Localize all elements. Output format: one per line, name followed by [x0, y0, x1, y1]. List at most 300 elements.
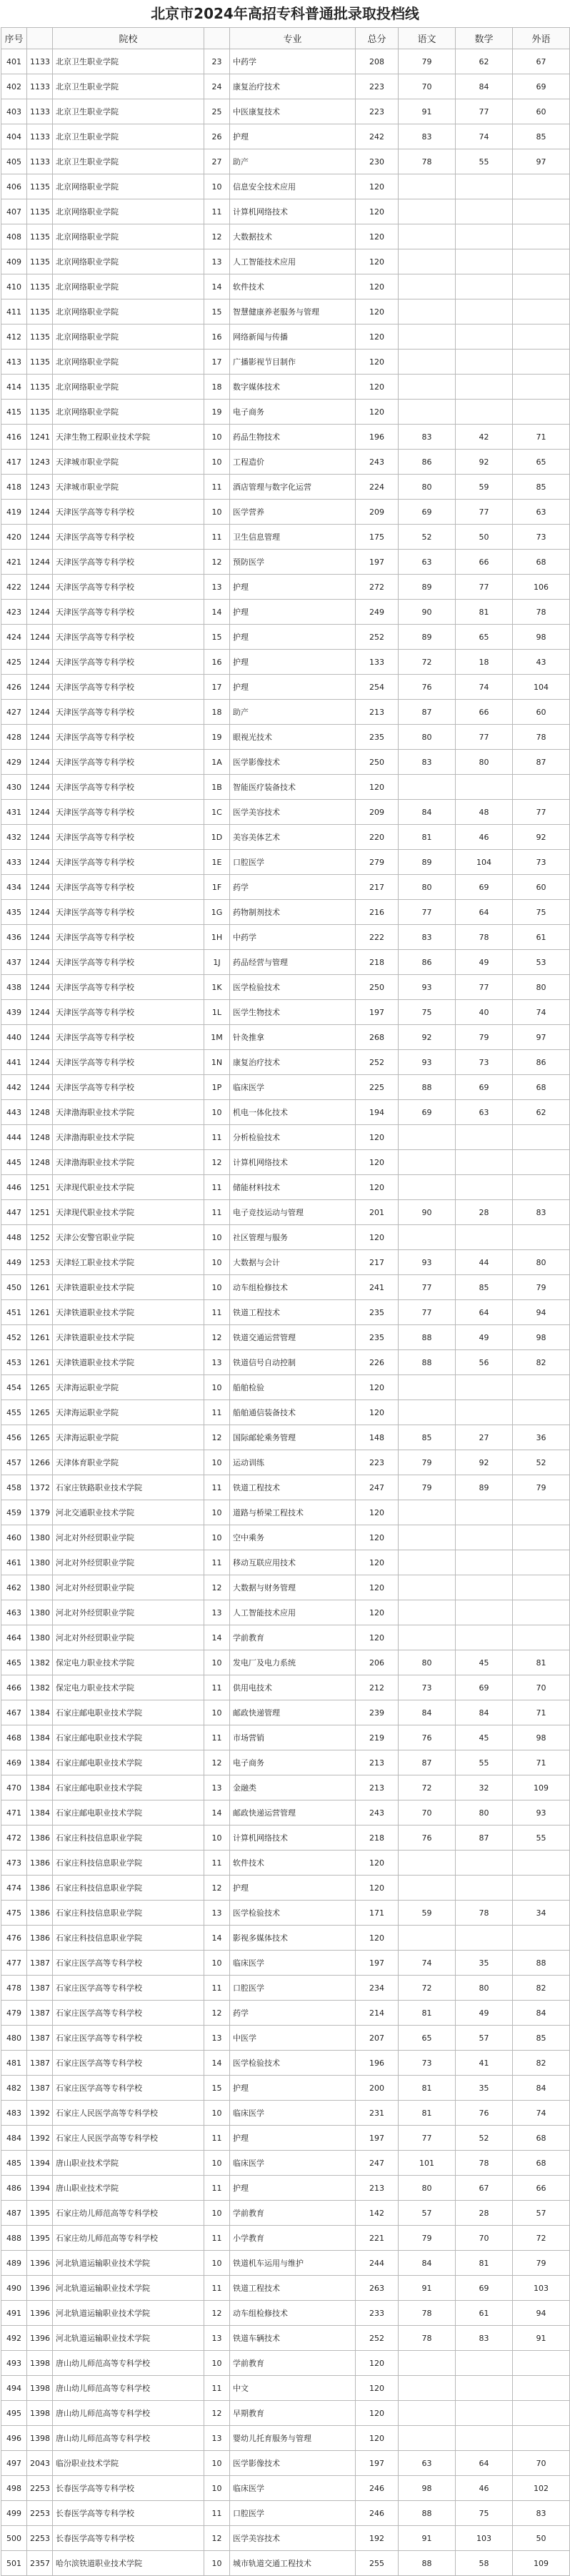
school-name-cell: 北京网络职业学院 [53, 249, 204, 274]
index-cell: 490 [1, 2276, 27, 2301]
school-code-cell: 1244 [27, 650, 53, 675]
english-score-cell: 98 [513, 625, 570, 650]
school-name-cell: 石家庄科技信息职业学院 [53, 1826, 204, 1851]
school-name-cell: 石家庄科技信息职业学院 [53, 1926, 204, 1951]
chinese-score-cell: 52 [399, 525, 456, 550]
major-name-cell: 动车组检修技术 [230, 2301, 356, 2326]
major-name-cell: 社区管理与服务 [230, 1225, 356, 1250]
major-name-cell: 中医康复技术 [230, 99, 356, 124]
table-row [1, 475, 570, 500]
index-cell: 405 [1, 149, 27, 174]
math-score-cell: 84 [456, 1700, 513, 1725]
school-code-cell: 1133 [27, 74, 53, 99]
index-cell: 417 [1, 450, 27, 475]
major-name-cell: 医学检验技术 [230, 975, 356, 1000]
school-name-cell: 长春医学高等专科学校 [53, 2476, 204, 2501]
index-cell: 479 [1, 2001, 27, 2026]
total-score-cell: 209 [356, 800, 399, 825]
index-cell: 407 [1, 199, 27, 224]
total-score-cell: 221 [356, 2226, 399, 2251]
total-score-cell: 120 [356, 249, 399, 274]
school-name-cell: 北京网络职业学院 [53, 199, 204, 224]
english-score-cell: 109 [513, 2551, 570, 2576]
math-score-cell: 67 [456, 2176, 513, 2201]
chinese-score-cell: 98 [399, 2476, 456, 2501]
table-row [1, 224, 570, 249]
table-row [1, 1025, 570, 1050]
chinese-score-cell: 76 [399, 1826, 456, 1851]
table-row [1, 1625, 570, 1650]
school-name-cell: 天津医学高等专科学校 [53, 775, 204, 800]
major-code-cell: 11 [204, 2176, 230, 2201]
major-code-cell: 17 [204, 350, 230, 375]
school-code-cell: 1398 [27, 2376, 53, 2401]
total-score-cell: 213 [356, 1775, 399, 1800]
major-code-cell: 11 [204, 1851, 230, 1876]
chinese-score-cell [399, 1876, 456, 1901]
math-score-cell: 64 [456, 2451, 513, 2476]
major-name-cell: 医学检验技术 [230, 2051, 356, 2076]
english-score-cell: 81 [513, 1650, 570, 1675]
major-name-cell: 发电厂及电力系统 [230, 1650, 356, 1675]
table-row [1, 700, 570, 725]
table-row [1, 2476, 570, 2501]
school-name-cell: 石家庄医学高等专科学校 [53, 1976, 204, 2001]
table-row [1, 1100, 570, 1125]
index-cell: 409 [1, 249, 27, 274]
index-cell: 477 [1, 1951, 27, 1976]
school-name-cell: 天津医学高等专科学校 [53, 650, 204, 675]
table-row [1, 1876, 570, 1901]
index-cell: 480 [1, 2026, 27, 2051]
major-name-cell: 人工智能技术应用 [230, 1600, 356, 1625]
school-code-cell: 1251 [27, 1175, 53, 1200]
page-title: 北京市2024年高招专科普通批录取投档线 [151, 5, 419, 22]
school-name-cell: 河北对外经贸职业学院 [53, 1625, 204, 1650]
major-code-cell: 12 [204, 2526, 230, 2551]
major-name-cell: 医学美容技术 [230, 2526, 356, 2551]
table-row [1, 1750, 570, 1775]
major-name-cell: 中药学 [230, 49, 356, 74]
major-name-cell: 护理 [230, 2126, 356, 2151]
english-score-cell: 97 [513, 1025, 570, 1050]
school-name-cell: 石家庄人民医学高等专科学校 [53, 2126, 204, 2151]
major-name-cell: 铁道信号自动控制 [230, 1350, 356, 1375]
math-score-cell: 35 [456, 1951, 513, 1976]
total-score-cell: 120 [356, 1225, 399, 1250]
major-name-cell: 早期教育 [230, 2401, 356, 2426]
school-name-cell: 天津医学高等专科学校 [53, 575, 204, 600]
total-score-cell: 224 [356, 475, 399, 500]
major-code-cell: 10 [204, 2451, 230, 2476]
index-cell: 444 [1, 1125, 27, 1150]
index-cell: 461 [1, 1550, 27, 1575]
math-score-cell: 85 [456, 1275, 513, 1300]
school-name-cell: 天津医学高等专科学校 [53, 700, 204, 725]
table-row [1, 1275, 570, 1300]
english-score-cell: 71 [513, 425, 570, 450]
table-row [1, 2051, 570, 2076]
english-score-cell: 68 [513, 2126, 570, 2151]
index-cell: 466 [1, 1675, 27, 1700]
english-score-cell [513, 1175, 570, 1200]
chinese-score-cell [399, 199, 456, 224]
english-score-cell: 65 [513, 450, 570, 475]
major-code-cell: 10 [204, 1250, 230, 1275]
math-score-cell: 35 [456, 2076, 513, 2101]
school-name-cell: 哈尔滨铁道职业技术学院 [53, 2551, 204, 2576]
math-score-cell [456, 199, 513, 224]
school-code-cell: 1392 [27, 2101, 53, 2126]
total-score-cell: 194 [356, 1100, 399, 1125]
chinese-score-cell: 69 [399, 1100, 456, 1125]
index-cell: 457 [1, 1450, 27, 1475]
math-score-cell: 46 [456, 825, 513, 850]
major-name-cell: 邮政快递运营管理 [230, 1800, 356, 1826]
major-code-cell: 10 [204, 2476, 230, 2501]
school-code-cell: 1392 [27, 2126, 53, 2151]
table-row [1, 2276, 570, 2301]
major-name-cell: 道路与桥梁工程技术 [230, 1500, 356, 1525]
school-name-cell: 天津医学高等专科学校 [53, 600, 204, 625]
index-cell: 451 [1, 1300, 27, 1325]
math-score-cell [456, 2426, 513, 2451]
school-code-cell: 1395 [27, 2226, 53, 2251]
major-code-cell: 17 [204, 675, 230, 700]
table-row [1, 2151, 570, 2176]
english-score-cell [513, 199, 570, 224]
major-name-cell: 中药学 [230, 925, 356, 950]
total-score-cell: 268 [356, 1025, 399, 1050]
index-cell: 432 [1, 825, 27, 850]
total-score-cell: 192 [356, 2526, 399, 2551]
chinese-score-cell [399, 249, 456, 274]
school-code-cell: 1133 [27, 99, 53, 124]
school-code-cell: 1394 [27, 2176, 53, 2201]
chinese-score-cell [399, 775, 456, 800]
total-score-cell: 216 [356, 900, 399, 925]
school-code-cell: 1387 [27, 2026, 53, 2051]
school-code-cell: 1135 [27, 224, 53, 249]
school-code-cell: 1398 [27, 2426, 53, 2451]
index-cell: 493 [1, 2351, 27, 2376]
math-score-cell: 104 [456, 850, 513, 875]
math-score-cell: 18 [456, 650, 513, 675]
school-code-cell: 1380 [27, 1550, 53, 1575]
table-row [1, 600, 570, 625]
english-score-cell: 79 [513, 1275, 570, 1300]
major-code-cell: 25 [204, 99, 230, 124]
chinese-score-cell: 81 [399, 2101, 456, 2126]
table-row [1, 2226, 570, 2251]
index-cell: 491 [1, 2301, 27, 2326]
major-code-cell: 15 [204, 625, 230, 650]
total-score-cell: 120 [356, 775, 399, 800]
chinese-score-cell: 70 [399, 74, 456, 99]
col-header-total: 总分 [356, 28, 399, 49]
table-row [1, 525, 570, 550]
math-score-cell: 80 [456, 1800, 513, 1826]
total-score-cell: 247 [356, 1475, 399, 1500]
chinese-score-cell: 89 [399, 850, 456, 875]
total-score-cell: 120 [356, 1876, 399, 1901]
english-score-cell: 78 [513, 725, 570, 750]
table-row [1, 1675, 570, 1700]
table-row [1, 2301, 570, 2326]
chinese-score-cell: 84 [399, 800, 456, 825]
table-row [1, 1125, 570, 1150]
school-name-cell: 长春医学高等专科学校 [53, 2526, 204, 2551]
school-name-cell: 北京网络职业学院 [53, 174, 204, 199]
school-name-cell: 天津医学高等专科学校 [53, 525, 204, 550]
index-cell: 423 [1, 600, 27, 625]
school-name-cell: 天津医学高等专科学校 [53, 800, 204, 825]
major-code-cell: 27 [204, 149, 230, 174]
math-score-cell [456, 1175, 513, 1200]
major-name-cell: 中文 [230, 2376, 356, 2401]
chinese-score-cell: 79 [399, 1450, 456, 1475]
chinese-score-cell [399, 1851, 456, 1876]
school-name-cell: 临汾职业技术学院 [53, 2451, 204, 2476]
chinese-score-cell: 90 [399, 1200, 456, 1225]
table-row [1, 249, 570, 274]
table-row [1, 1425, 570, 1450]
chinese-score-cell: 79 [399, 1475, 456, 1500]
english-score-cell [513, 2376, 570, 2401]
col-header-school: 院校 [53, 28, 204, 49]
table-row [1, 1775, 570, 1800]
major-name-cell: 软件技术 [230, 274, 356, 299]
index-cell: 442 [1, 1075, 27, 1100]
major-code-cell: 1J [204, 950, 230, 975]
total-score-cell: 217 [356, 1250, 399, 1275]
school-name-cell: 石家庄医学高等专科学校 [53, 2051, 204, 2076]
total-score-cell: 272 [356, 575, 399, 600]
school-code-cell: 2357 [27, 2551, 53, 2576]
math-score-cell: 76 [456, 2101, 513, 2126]
table-row [1, 199, 570, 224]
index-cell: 406 [1, 174, 27, 199]
math-score-cell: 87 [456, 1826, 513, 1851]
english-score-cell [513, 1625, 570, 1650]
major-code-cell: 11 [204, 2501, 230, 2526]
school-code-cell: 1135 [27, 249, 53, 274]
major-name-cell: 医学影像技术 [230, 750, 356, 775]
major-code-cell: 10 [204, 1100, 230, 1125]
index-cell: 468 [1, 1725, 27, 1750]
english-score-cell: 72 [513, 2226, 570, 2251]
col-header-english: 外语 [513, 28, 570, 49]
english-score-cell: 80 [513, 975, 570, 1000]
major-code-cell: 10 [204, 1375, 230, 1400]
math-score-cell: 48 [456, 800, 513, 825]
school-name-cell: 保定电力职业技术学院 [53, 1675, 204, 1700]
school-code-cell: 1386 [27, 1901, 53, 1926]
math-score-cell: 32 [456, 1775, 513, 1800]
chinese-score-cell [399, 2401, 456, 2426]
total-score-cell: 252 [356, 625, 399, 650]
chinese-score-cell: 83 [399, 750, 456, 775]
total-score-cell: 239 [356, 1700, 399, 1725]
major-name-cell: 铁道交通运营管理 [230, 1325, 356, 1350]
table-row [1, 2426, 570, 2451]
major-name-cell: 护理 [230, 675, 356, 700]
school-name-cell: 天津医学高等专科学校 [53, 825, 204, 850]
major-code-cell: 13 [204, 2326, 230, 2351]
chinese-score-cell: 80 [399, 875, 456, 900]
major-code-cell: 10 [204, 1951, 230, 1976]
major-code-cell: 14 [204, 274, 230, 299]
table-row [1, 850, 570, 875]
major-name-cell: 预防医学 [230, 550, 356, 575]
math-score-cell: 59 [456, 475, 513, 500]
index-cell: 499 [1, 2501, 27, 2526]
table-row [1, 2501, 570, 2526]
table-row [1, 1325, 570, 1350]
index-cell: 469 [1, 1750, 27, 1775]
school-code-cell: 1396 [27, 2276, 53, 2301]
major-name-cell: 医学生物技术 [230, 1000, 356, 1025]
math-score-cell [456, 1600, 513, 1625]
index-cell: 421 [1, 550, 27, 575]
major-code-cell: 12 [204, 1750, 230, 1775]
school-code-cell: 1133 [27, 124, 53, 149]
total-score-cell: 120 [356, 1125, 399, 1150]
english-score-cell: 75 [513, 900, 570, 925]
school-name-cell: 天津医学高等专科学校 [53, 1025, 204, 1050]
chinese-score-cell [399, 1500, 456, 1525]
total-score-cell: 223 [356, 1450, 399, 1475]
total-score-cell: 197 [356, 550, 399, 575]
school-name-cell: 天津渤海职业技术学院 [53, 1150, 204, 1175]
major-code-cell: 10 [204, 2551, 230, 2576]
math-score-cell [456, 1625, 513, 1650]
table-row [1, 2126, 570, 2151]
total-score-cell: 120 [356, 299, 399, 325]
total-score-cell: 120 [356, 2351, 399, 2376]
major-code-cell: 18 [204, 375, 230, 400]
school-code-cell: 1398 [27, 2401, 53, 2426]
math-score-cell: 52 [456, 2126, 513, 2151]
major-name-cell: 铁道车辆技术 [230, 2326, 356, 2351]
major-code-cell: 12 [204, 2401, 230, 2426]
index-cell: 458 [1, 1475, 27, 1500]
school-name-cell: 天津医学高等专科学校 [53, 950, 204, 975]
school-name-cell: 河北轨道运输职业技术学院 [53, 2276, 204, 2301]
major-name-cell: 数字媒体技术 [230, 375, 356, 400]
school-name-cell: 河北轨道运输职业技术学院 [53, 2301, 204, 2326]
english-score-cell: 71 [513, 1750, 570, 1775]
math-score-cell [456, 375, 513, 400]
math-score-cell: 64 [456, 1300, 513, 1325]
chinese-score-cell: 72 [399, 1976, 456, 2001]
major-name-cell: 药学 [230, 2001, 356, 2026]
english-score-cell: 85 [513, 124, 570, 149]
total-score-cell: 247 [356, 2151, 399, 2176]
school-code-cell: 1135 [27, 375, 53, 400]
chinese-score-cell: 101 [399, 2151, 456, 2176]
major-code-cell: 14 [204, 1625, 230, 1650]
chinese-score-cell: 77 [399, 900, 456, 925]
major-code-cell: 1F [204, 875, 230, 900]
major-name-cell: 护理 [230, 2176, 356, 2201]
school-name-cell: 长春医学高等专科学校 [53, 2501, 204, 2526]
chinese-score-cell [399, 1926, 456, 1951]
math-score-cell [456, 1375, 513, 1400]
table-row [1, 2376, 570, 2401]
math-score-cell: 69 [456, 875, 513, 900]
major-name-cell: 智能医疗装备技术 [230, 775, 356, 800]
total-score-cell: 218 [356, 950, 399, 975]
col-header-school-code [27, 28, 53, 49]
english-score-cell: 50 [513, 2526, 570, 2551]
major-code-cell: 1L [204, 1000, 230, 1025]
major-name-cell: 供用电技术 [230, 1675, 356, 1700]
school-code-cell: 1244 [27, 775, 53, 800]
school-code-cell: 1244 [27, 925, 53, 950]
school-name-cell: 天津医学高等专科学校 [53, 850, 204, 875]
major-code-cell: 16 [204, 325, 230, 350]
math-score-cell: 77 [456, 975, 513, 1000]
chinese-score-cell: 78 [399, 2326, 456, 2351]
school-code-cell: 2253 [27, 2501, 53, 2526]
col-header-math: 数学 [456, 28, 513, 49]
total-score-cell: 133 [356, 650, 399, 675]
index-cell: 500 [1, 2526, 27, 2551]
chinese-score-cell: 77 [399, 2126, 456, 2151]
english-score-cell: 60 [513, 875, 570, 900]
major-code-cell: 11 [204, 1675, 230, 1700]
index-cell: 447 [1, 1200, 27, 1225]
school-name-cell: 天津医学高等专科学校 [53, 675, 204, 700]
math-score-cell [456, 2376, 513, 2401]
english-score-cell [513, 1400, 570, 1425]
index-cell: 414 [1, 375, 27, 400]
school-code-cell: 1386 [27, 1851, 53, 1876]
chinese-score-cell: 84 [399, 1700, 456, 1725]
major-name-cell: 康复治疗技术 [230, 1050, 356, 1075]
math-score-cell: 63 [456, 1100, 513, 1125]
total-score-cell: 217 [356, 875, 399, 900]
index-cell: 498 [1, 2476, 27, 2501]
major-code-cell: 1C [204, 800, 230, 825]
major-name-cell: 人工智能技术应用 [230, 249, 356, 274]
major-code-cell: 11 [204, 1400, 230, 1425]
total-score-cell: 120 [356, 1150, 399, 1175]
school-code-cell: 1244 [27, 900, 53, 925]
index-cell: 495 [1, 2401, 27, 2426]
index-cell: 434 [1, 875, 27, 900]
total-score-cell: 120 [356, 1851, 399, 1876]
chinese-score-cell: 80 [399, 725, 456, 750]
school-code-cell: 1382 [27, 1650, 53, 1675]
major-code-cell: 14 [204, 1800, 230, 1826]
english-score-cell: 91 [513, 2326, 570, 2351]
school-code-cell: 1380 [27, 1525, 53, 1550]
table-row [1, 325, 570, 350]
major-code-cell: 1D [204, 825, 230, 850]
major-code-cell: 10 [204, 2251, 230, 2276]
index-cell: 484 [1, 2126, 27, 2151]
chinese-score-cell: 93 [399, 975, 456, 1000]
school-code-cell: 1380 [27, 1625, 53, 1650]
english-score-cell: 55 [513, 1826, 570, 1851]
major-code-cell: 11 [204, 1725, 230, 1750]
math-score-cell: 55 [456, 1750, 513, 1775]
math-score-cell: 41 [456, 2051, 513, 2076]
math-score-cell [456, 249, 513, 274]
major-name-cell: 学前教育 [230, 2351, 356, 2376]
